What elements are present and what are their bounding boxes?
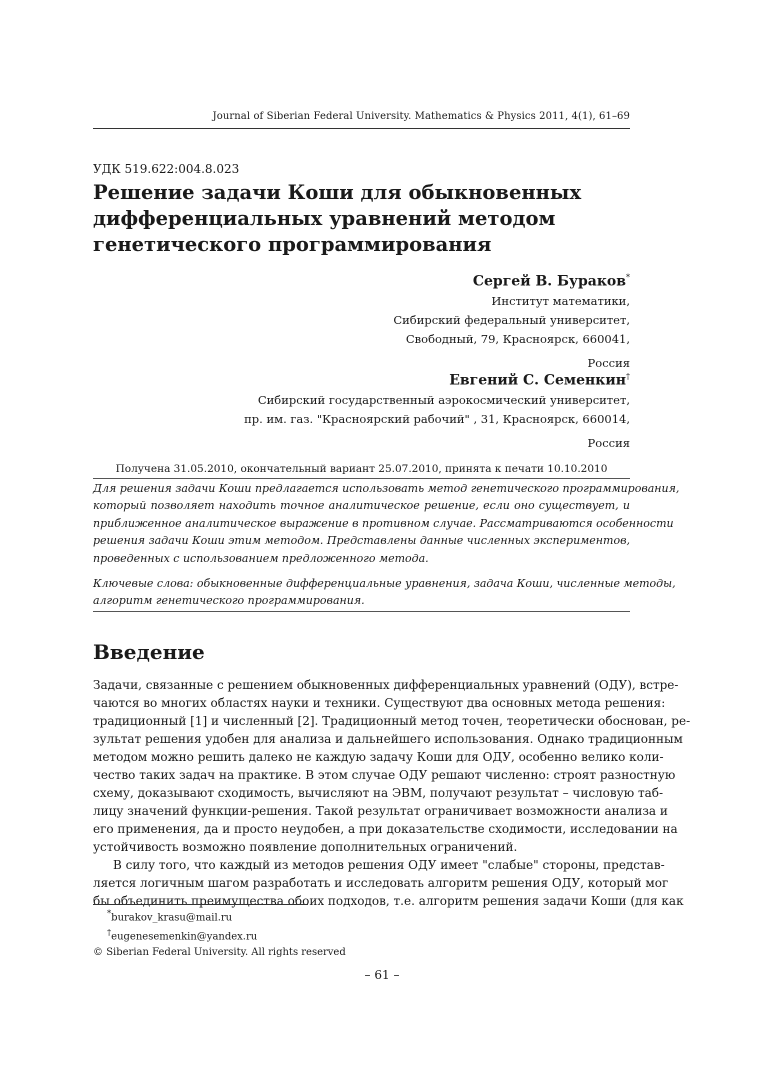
copyright-icon: © [93,946,103,958]
affiliation-line: Институт математики, [491,293,630,308]
body-line: методом можно решить далеко не каждую задачу Коши для ОДУ, особенно велико коли- [93,750,664,764]
header-rule [93,128,630,129]
footnote-1 [93,906,346,925]
affiliation-line: Сибирский федеральный университет, [393,312,630,327]
abstract-line: проведенных с использованием предложенного метода. [93,551,429,565]
footnote-email: burakov_krasu@mail.ru [111,912,233,924]
page-number: – 61 – [364,968,400,982]
footnote-mark: * [626,273,630,282]
body-line: лицу значений функции-решения. Такой результат ограничивает возможности анализа и [93,804,668,818]
keywords-line: алгоритм генетического программирования. [93,594,365,608]
body-line: В силу того, что каждый из методов решения ОДУ имеет "слабые" стороны, представ- [113,858,665,872]
copyright-line [93,945,346,960]
body-line: ляется логичным шагом разработать и исследовать алгоритм решения ОДУ, который мог [93,876,669,890]
abstract-bottom-rule [93,611,630,612]
body-line: чаются во многих областях науки и техники. Существуют два основных метода решения: [93,696,666,710]
title-line: генетического программирования [93,233,492,256]
footnote-mark: † [626,372,630,381]
running-header: Journal of Siberian Federal University. Mathematics & Physics 2011, 4(1), 61–69 [212,111,630,122]
author-name-text: Евгений С. Семенкин [449,372,626,389]
udk-code: УДК 519.622:004.8.023 [93,162,240,176]
author-name [244,367,630,391]
abstract [93,480,680,567]
body-line: бы объединить преимущества обоих подходов, т.е. алгоритм решения задачи Коши (для как [93,894,684,908]
affiliation-line: Сибирский государственный аэрокосмический университет, [257,392,630,407]
footnote-2 [93,925,346,944]
abstract-line: решения задачи Коши этим методом. Представлены данные численных экспериментов, [93,534,630,548]
body-line: традиционный [1] и численный [2]. Традиционный метод точен, теоретически обоснован, ре- [93,714,691,728]
paper-title [93,180,613,258]
footnote-rule [93,904,308,905]
author-name [393,268,630,292]
body-line: схему, доказывают сходимость, вычисляют на ЭВМ, получают результат – числовую таб- [93,786,664,800]
body-line: чество таких задач на практике. В этом случае ОДУ решают численно: строят разностную [93,768,676,782]
received-dates: Получена 31.05.2010, окончательный вариант 25.07.2010, принята к печати 10.10.2010 [115,463,608,475]
footnote-email: eugenesemenkin@yandex.ru [111,931,258,943]
footnotes [93,906,346,960]
abstract-top-rule [93,478,630,479]
abstract-line: который позволяет находить точное аналитическое решение, если оно существует, и [93,499,630,513]
copyright-text: Siberian Federal University. All rights reserved [106,946,346,958]
affiliation-country: Россия [587,435,630,450]
affiliation-line: Свободный, 79, Красноярск, 660041, [405,331,630,346]
body-line: Задачи, связанные с решением обыкновенных дифференциальных уравнений (ОДУ), встре- [93,678,679,692]
abstract-line: приближенное аналитическое выражение в противном случае. Рассматриваются особенности [93,516,674,530]
author-block-2 [244,367,630,453]
title-line: дифференциальных уравнений методом [93,207,556,230]
abstract-line: Для решения задачи Коши предлагается использовать метод генетического программирования, [93,482,680,495]
affiliation-country: Россия [587,355,630,370]
affiliation-line: пр. им. газ. "Красноярский рабочий" , 31, Красноярск, 660014, [244,411,630,426]
body-line: устойчивость возможно появление дополнительных ограничений. [93,840,518,854]
title-line: Решение задачи Коши для обыкновенных [93,181,582,204]
body-line: его применения, да и просто неудобен, а при доказательстве сходимости, исследовании на [93,822,678,836]
body-line: зультат решения удобен для анализа и дальнейшего использования. Однако традиционным [93,732,683,746]
footnote-mark: * [107,908,112,918]
body-text [93,676,691,910]
author-name-text: Сергей В. Бураков [472,273,626,290]
footnote-mark: † [107,927,112,938]
keywords [93,575,676,610]
author-block-1 [393,268,630,373]
section-heading: Введение [93,640,205,664]
keywords-line: Ключевые слова: обыкновенные дифференциальные уравнения, задача Коши, численные методы, [93,577,676,590]
